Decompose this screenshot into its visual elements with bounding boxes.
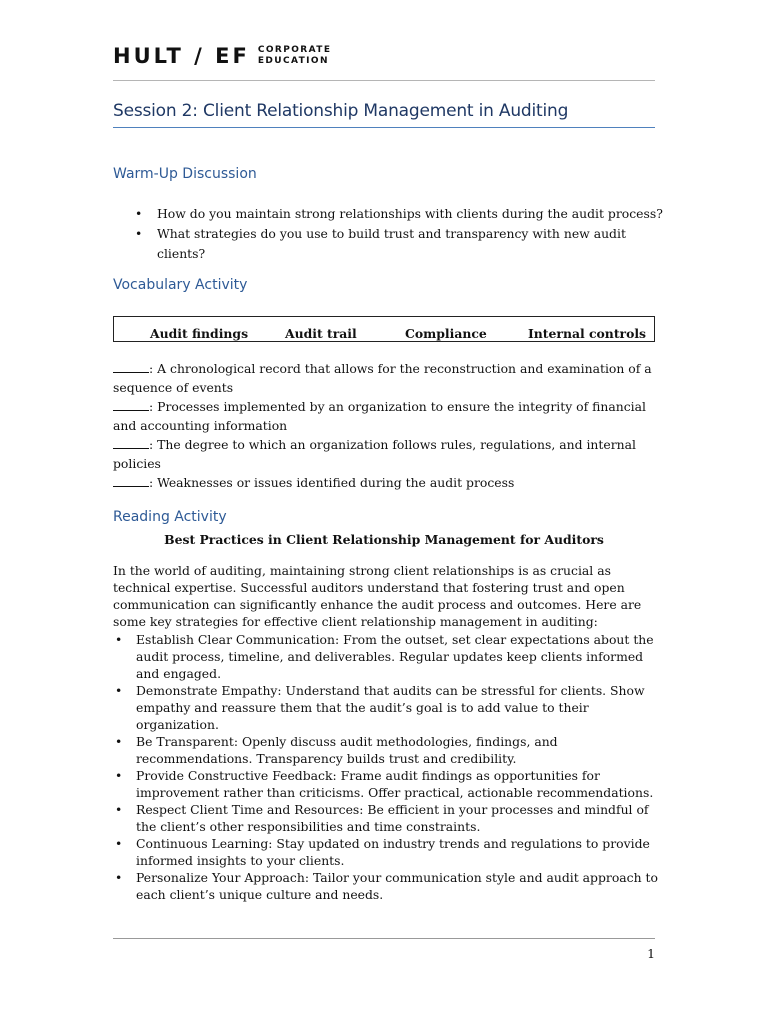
definition-item (113, 435, 658, 473)
definition-item (113, 397, 658, 435)
reading-strategy-list (113, 631, 658, 903)
answer-blank[interactable] (113, 436, 149, 449)
warmup-question: • What strategies do you use to build trust and transparency with new audit clients? (135, 224, 675, 264)
page-number: 1 (647, 946, 655, 961)
definition-item (113, 473, 658, 492)
definition-text: : Processes implemented by an organization to ensure the integrity of financial and accounting information (113, 399, 646, 433)
strategy-item: • Be Transparent: Openly discuss audit methodologies, findings, and recommendations. Transparency builds trust and credibility. (113, 733, 658, 767)
answer-blank[interactable] (113, 398, 149, 411)
vocab-term: Audit findings (150, 326, 249, 341)
reading-intro: In the world of auditing, maintaining strong client relationships is as crucial as technical expertise. Successful auditors understand that fostering trust and open communication can significantly enhance the audit process and outcomes. Here are some key strategies for effective client relationship management in auditing: (113, 563, 642, 629)
definition-text: : A chronological record that allows for the reconstruction and examination of a sequence of events (113, 361, 652, 395)
definition-item (113, 359, 658, 397)
logo-subtitle-line-1: CORPORATE (257, 45, 332, 55)
header-divider (113, 80, 655, 81)
vocabulary-word-bank (113, 316, 655, 342)
logo-subtitle (258, 45, 332, 67)
strategy-item: • Respect Client Time and Resources: Be efficient in your processes and mindful of the client’s other responsibilities and time constraints. (113, 801, 658, 835)
vocab-term: Compliance (405, 326, 487, 341)
hult-ef-logo (113, 44, 331, 68)
strategy-item: • Continuous Learning: Stay updated on industry trends and regulations to provide informed insights to your clients. (113, 835, 658, 869)
definition-text: : Weaknesses or issues identified during the audit process (149, 475, 515, 490)
strategy-item: • Demonstrate Empathy: Understand that audits can be stressful for clients. Show empathy and reassure them that the audit’s goal is to add value to their organization. (113, 682, 658, 733)
strategy-item: • Personalize Your Approach: Tailor your communication style and audit approach to each client’s unique culture and needs. (113, 869, 658, 903)
strategy-item: • Establish Clear Communication: From the outset, set clear expectations about the audit process, timeline, and deliverables. Regular updates keep clients informed and engaged. (113, 631, 658, 682)
page-title: Session 2: Client Relationship Management in Auditing (113, 101, 655, 128)
answer-blank[interactable] (113, 474, 149, 487)
warmup-question: • How do you maintain strong relationships with clients during the audit process? (135, 204, 675, 224)
logo-subtitle-line-2: EDUCATION (257, 56, 329, 66)
warmup-question-list (135, 204, 675, 264)
vocab-term: Audit trail (285, 326, 357, 341)
definition-text: : The degree to which an organization follows rules, regulations, and internal policies (113, 437, 636, 471)
reading-title: Best Practices in Client Relationship Management for Auditors (164, 532, 604, 547)
footer-divider (113, 938, 655, 939)
vocab-term: Internal controls (528, 326, 647, 341)
strategy-item: • Provide Constructive Feedback: Frame audit findings as opportunities for improvement rather than criticisms. Offer practical, actionable recommendations. (113, 767, 658, 801)
answer-blank[interactable] (113, 360, 149, 373)
vocabulary-definitions (113, 359, 658, 492)
reading-heading: Reading Activity (113, 509, 227, 525)
warmup-heading: Warm-Up Discussion (113, 166, 257, 182)
logo-wordmark: HULT / EF (113, 44, 250, 68)
vocabulary-heading: Vocabulary Activity (113, 277, 248, 293)
